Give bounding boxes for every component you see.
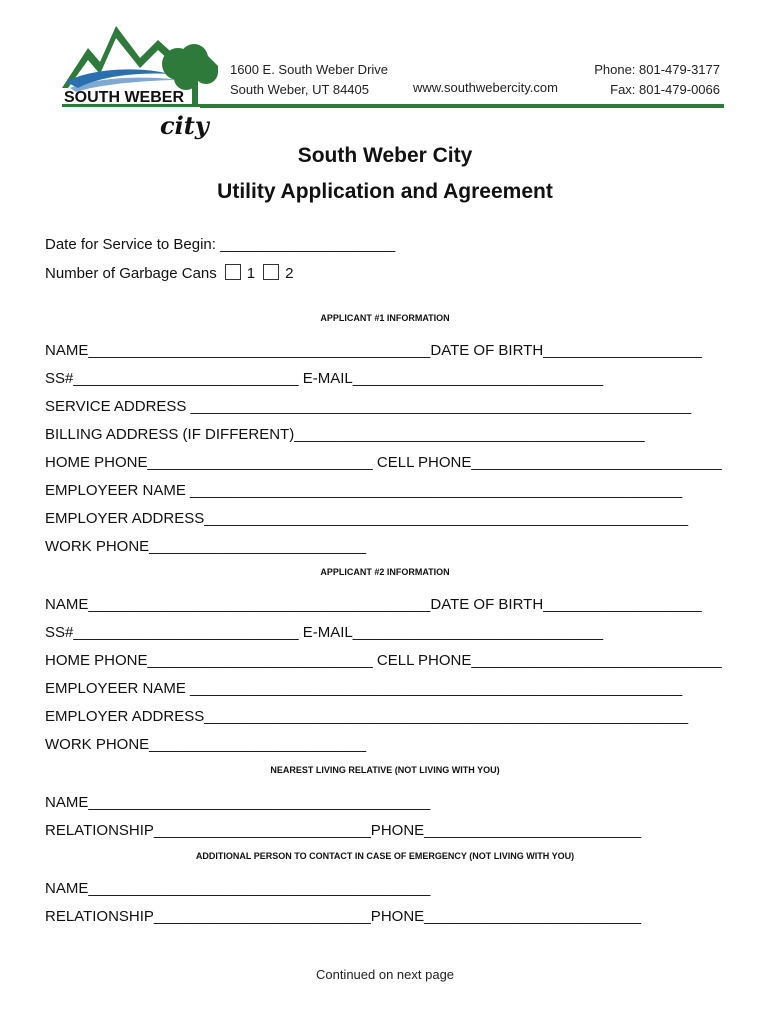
garbage-cans-row [45, 264, 293, 282]
applicant-1-billing-address-field[interactable]: BILLING ADDRESS (IF DIFFERENT)__________________________________________ [45, 426, 645, 443]
city-contact [594, 60, 720, 100]
garbage-cans-1-checkbox[interactable] [225, 264, 241, 280]
relative-heading: NEAREST LIVING RELATIVE (NOT LIVING WITH YOU) [270, 765, 500, 775]
logo-text-top: SOUTH WEBER [64, 89, 184, 106]
applicant-1-name-field[interactable]: NAME_________________________________________DATE OF BIRTH___________________ [45, 342, 702, 359]
applicant-2-phones-field[interactable]: HOME PHONE___________________________ CELL PHONE______________________________ [45, 652, 722, 669]
applicant-1-phones-field[interactable]: HOME PHONE___________________________ CELL PHONE______________________________ [45, 454, 722, 471]
applicant-2-employer-name-field[interactable]: EMPLOYEER NAME ___________________________________________________________ [45, 680, 683, 697]
emergency-name-field[interactable]: NAME_________________________________________ [45, 880, 431, 897]
applicant-1-work-phone-field[interactable]: WORK PHONE__________________________ [45, 538, 367, 555]
applicant-1-employer-name-field[interactable]: EMPLOYEER NAME ___________________________________________________________ [45, 482, 683, 499]
document-subtitle: Utility Application and Agreement [217, 180, 553, 203]
city-address [230, 60, 388, 100]
garbage-option-1-label: 1 [246, 265, 256, 282]
garbage-cans-label: Number of Garbage Cans [45, 265, 217, 282]
garbage-option-2-label: 2 [285, 265, 294, 282]
south-weber-city-logo [60, 18, 220, 140]
applicant-1-employer-address-field[interactable]: EMPLOYER ADDRESS__________________________________________________________ [45, 510, 689, 527]
applicant-2-ssn-email-field[interactable]: SS#___________________________ E-MAIL______________________________ [45, 624, 604, 641]
continued-note: Continued on next page [315, 967, 455, 982]
applicant-2-work-phone-field[interactable]: WORK PHONE__________________________ [45, 736, 367, 753]
applicant-2-employer-address-field[interactable]: EMPLOYER ADDRESS__________________________________________________________ [45, 708, 689, 725]
address-line-1: 1600 E. South Weber Drive [230, 62, 389, 77]
header-divider [200, 104, 724, 108]
logo-text-bottom: city [160, 111, 209, 140]
phone-number: Phone: 801-479-3177 [594, 62, 720, 77]
relative-name-field[interactable]: NAME_________________________________________ [45, 794, 431, 811]
service-date-field[interactable]: Date for Service to Begin: _____________________ [45, 236, 396, 253]
applicant-2-name-field[interactable]: NAME_________________________________________DATE OF BIRTH___________________ [45, 596, 702, 613]
address-line-2: South Weber, UT 84405 [230, 82, 370, 97]
applicant-1-heading: APPLICANT #1 INFORMATION [320, 313, 450, 323]
fax-number: Fax: 801-479-0066 [610, 82, 720, 97]
document-title: South Weber City [297, 144, 473, 167]
applicant-1-service-address-field[interactable]: SERVICE ADDRESS ____________________________________________________________ [45, 398, 692, 415]
emergency-relationship-phone-field[interactable]: RELATIONSHIP__________________________PHONE__________________________ [45, 908, 642, 925]
applicant-2-heading: APPLICANT #2 INFORMATION [320, 567, 450, 577]
applicant-1-ssn-email-field[interactable]: SS#___________________________ E-MAIL______________________________ [45, 370, 604, 387]
city-website: www.southwebercity.com [413, 80, 558, 95]
emergency-contact-heading: ADDITIONAL PERSON TO CONTACT IN CASE OF EMERGENCY (NOT LIVING WITH YOU) [195, 851, 575, 861]
garbage-cans-2-checkbox[interactable] [263, 264, 279, 280]
relative-relationship-phone-field[interactable]: RELATIONSHIP__________________________PHONE__________________________ [45, 822, 642, 839]
